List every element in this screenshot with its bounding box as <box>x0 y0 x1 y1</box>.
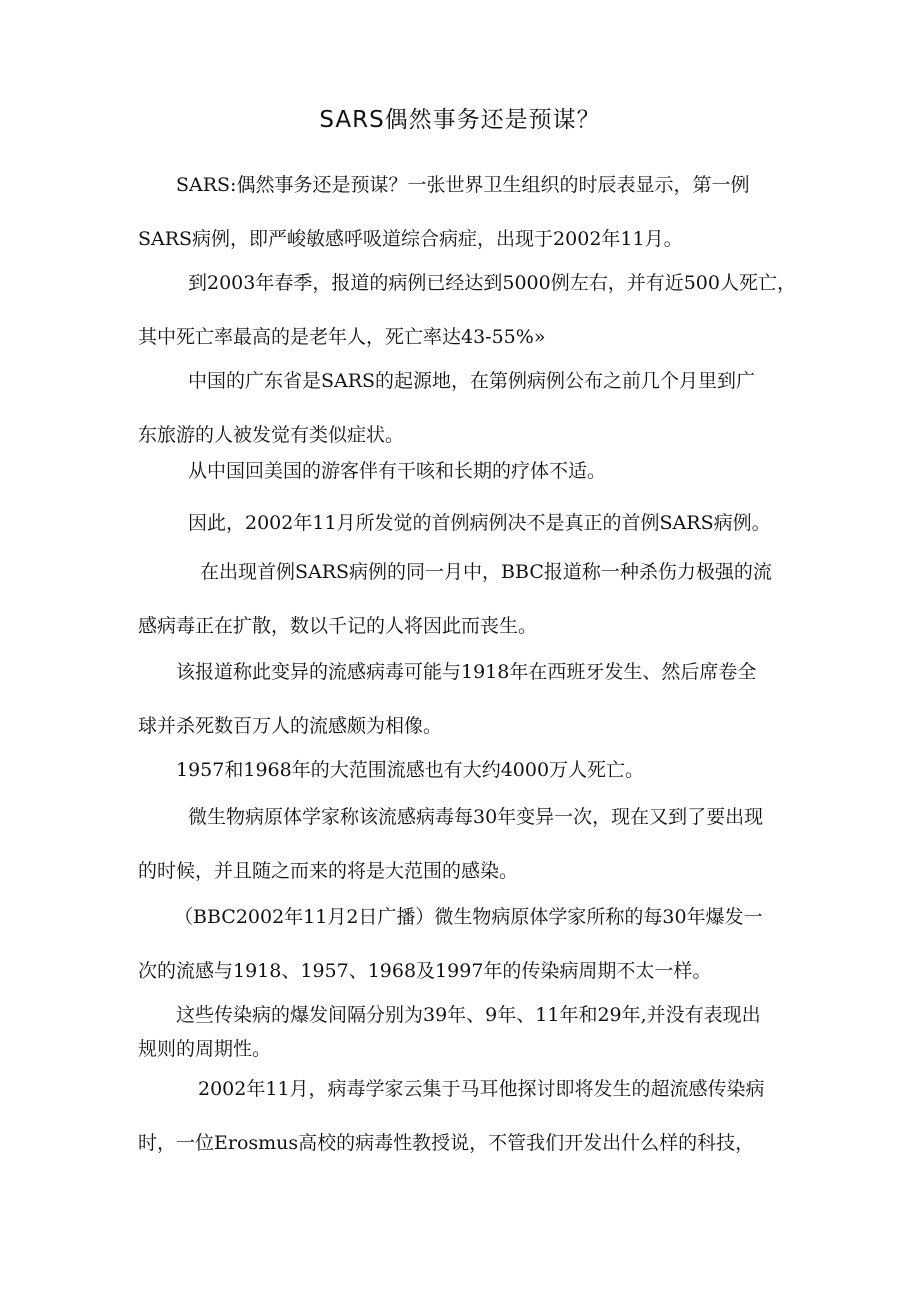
paragraph-line: 的时候，并且随之而来的将是大范围的感染。 <box>138 860 519 882</box>
paragraph-line: 次的流感与1918、1957、1968及1997年的传染病周期不太一样。 <box>138 960 712 982</box>
paragraph <box>138 998 788 1066</box>
paragraph-line: （BBC2002年11月2日广播）微生物病原体学家所称的每30年爆发一 <box>174 906 763 928</box>
paragraph <box>138 645 788 753</box>
paragraph-line: 微生物病原体学家称该流感病毒每30年变异一次，现在又到了要出现 <box>188 806 764 828</box>
paragraph <box>138 890 788 998</box>
paragraph <box>138 1062 788 1170</box>
paragraph-line: 中国的广东省是SARS的起源地，在第例病例公布之前几个月里到广 <box>188 370 756 392</box>
paragraph-line: 该报道称此变异的流感病毒可能与1918年在西班牙发生、然后席卷全 <box>176 661 757 683</box>
paragraph <box>138 496 788 550</box>
paragraph <box>138 444 788 498</box>
paragraph-line: 这些传染病的爆发间隔分别为39年、9年、11年和29年,并没有表现出 <box>176 1004 761 1026</box>
paragraph <box>138 743 788 797</box>
paragraph-line: SARS病例，即严峻敏感呼吸道综合病症，出现于2002年11月。 <box>138 228 683 250</box>
paragraph-line: 在出现首例SARS病例的同一月中，BBC报道称一种杀伤力极强的流 <box>200 561 772 583</box>
paragraph-line: 东旅游的人被发觉有类似症状。 <box>138 424 405 446</box>
paragraph-line: 到2003年春季，报道的病例已经达到5000例左右，并有近500人死亡， <box>188 272 796 294</box>
paragraph-line: 从中国回美国的游客伴有干咳和长期的疗体不适。 <box>188 460 607 482</box>
paragraph-line: 其中死亡率最高的是老年人，死亡率达43-55%» <box>138 326 546 348</box>
paragraph-line: 感病毒正在扩散，数以千记的人将因此而丧生。 <box>138 615 538 637</box>
paragraph-line: 因此，2002年11月所发觉的首例病例决不是真正的首例SARS病例。 <box>188 512 771 534</box>
paragraph-line: 1957和1968年的大范围流感也有大约4000万人死亡。 <box>176 759 645 781</box>
paragraph <box>138 790 788 898</box>
paragraph <box>138 256 796 364</box>
paragraph-line: 2002年11月，病毒学家云集于马耳他探讨即将发生的超流感传染病 <box>198 1078 765 1100</box>
paragraph <box>138 158 788 266</box>
paragraph-line: SARS:偶然事务还是预谋？一张世界卫生组织的时辰表显示，第一例 <box>176 174 750 196</box>
paragraph-line: 时，一位Erosmus高校的病毒性教授说，不管我们开发出什么样的科技， <box>138 1132 755 1154</box>
paragraph <box>138 545 788 653</box>
paragraph-line: 球并杀死数百万人的流感颇为相像。 <box>138 715 443 737</box>
paragraph-line: 规则的周期性。 <box>138 1038 272 1060</box>
document-title: SARS偶然事务还是预谋？ <box>319 107 601 133</box>
